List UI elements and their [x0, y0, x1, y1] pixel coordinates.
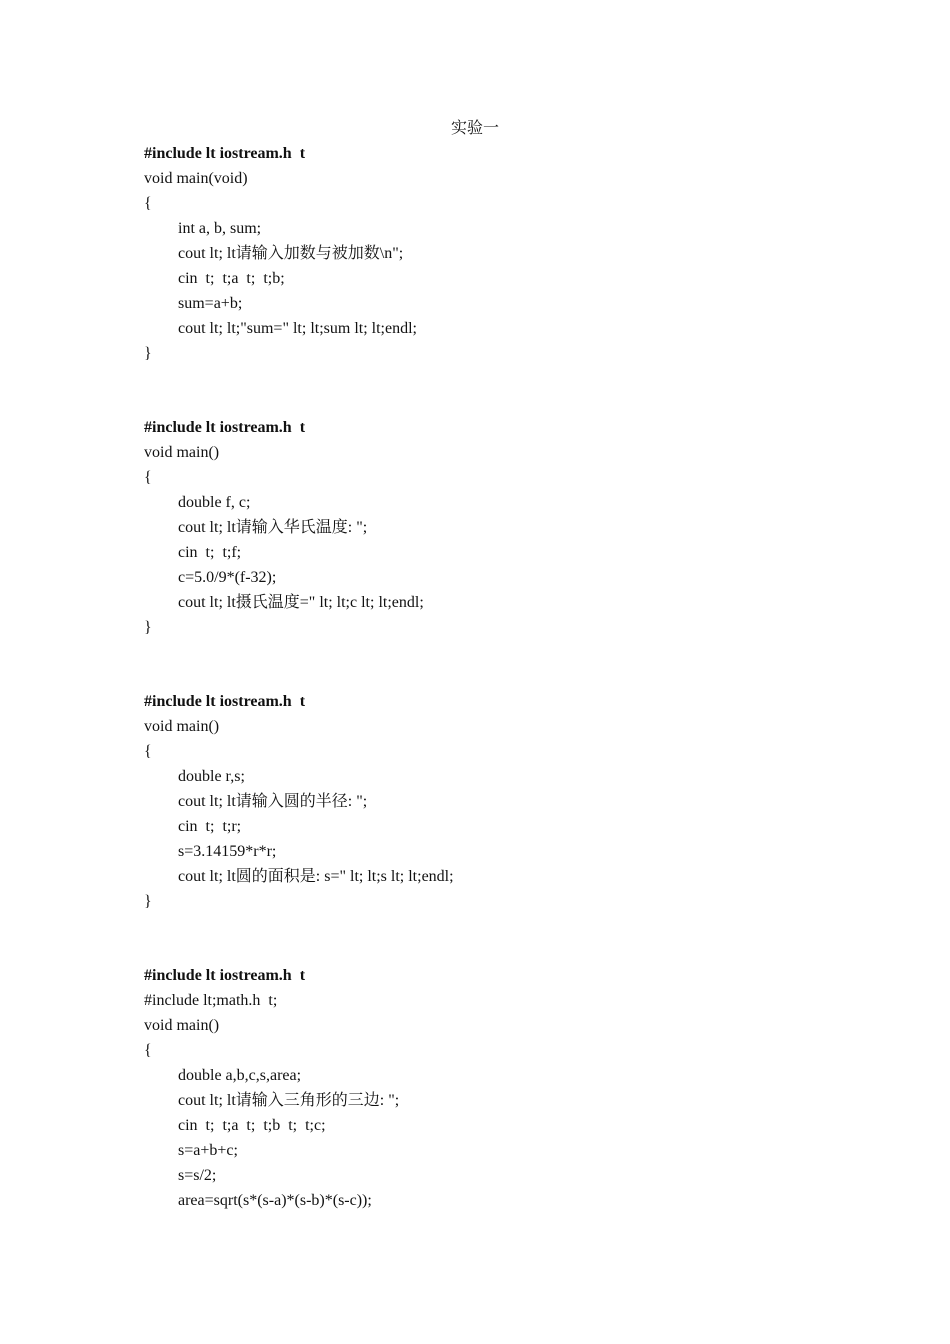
- code-line: void main(): [144, 444, 220, 461]
- program-block: [144, 689, 904, 914]
- code-line: double r,s;: [178, 768, 245, 785]
- document-title: 实验一: [450, 120, 499, 137]
- code-line: }: [144, 345, 152, 362]
- code-line: #include lt iostream.h t: [144, 419, 306, 436]
- code-line: {: [144, 1042, 152, 1059]
- code-line: cout lt; lt请输入圆的半径: ";: [178, 793, 368, 810]
- code-line: cin t; t;r;: [178, 818, 242, 835]
- code-line: s=3.14159*r*r;: [178, 843, 277, 860]
- code-line: cout lt; lt摄氏温度=" lt; lt;c lt; lt;endl;: [178, 594, 424, 611]
- code-line: int a, b, sum;: [178, 220, 262, 237]
- code-line: area=sqrt(s*(s-a)*(s-b)*(s-c));: [178, 1192, 372, 1209]
- code-line: #include lt iostream.h t: [144, 145, 306, 162]
- section-gap: [144, 366, 904, 415]
- code-line: s=a+b+c;: [178, 1142, 238, 1159]
- section-gap: [144, 914, 904, 963]
- code-line: {: [144, 469, 152, 486]
- code-line: s=s/2;: [178, 1167, 217, 1184]
- code-line: cin t; t;a t; t;b;: [178, 270, 285, 287]
- program-block: [144, 415, 904, 640]
- code-line: cout lt; lt请输入加数与被加数\n";: [178, 245, 404, 262]
- code-line: c=5.0/9*(f-32);: [178, 569, 277, 586]
- program-block: [144, 963, 904, 1213]
- code-listing: [144, 141, 904, 1213]
- code-line: {: [144, 195, 152, 212]
- code-line: void main(): [144, 1017, 220, 1034]
- code-line: {: [144, 743, 152, 760]
- code-line: double a,b,c,s,area;: [178, 1067, 302, 1084]
- code-line: #include lt;math.h t;: [144, 992, 278, 1009]
- code-line: cin t; t;f;: [178, 544, 242, 561]
- code-line: #include lt iostream.h t: [144, 967, 306, 984]
- code-line: cin t; t;a t; t;b t; t;c;: [178, 1117, 326, 1134]
- program-block: [144, 141, 904, 366]
- code-line: cout lt; lt请输入华氏温度: ";: [178, 519, 368, 536]
- section-gap: [144, 640, 904, 689]
- code-line: void main(void): [144, 170, 248, 187]
- code-line: cout lt; lt请输入三角形的三边: ";: [178, 1092, 400, 1109]
- code-line: }: [144, 619, 152, 636]
- code-line: double f, c;: [178, 494, 251, 511]
- code-line: cout lt; lt圆的面积是: s=" lt; lt;s lt; lt;endl;: [178, 868, 454, 885]
- code-line: cout lt; lt;"sum=" lt; lt;sum lt; lt;endl;: [178, 320, 417, 337]
- code-line: sum=a+b;: [178, 295, 243, 312]
- code-line: #include lt iostream.h t: [144, 693, 306, 710]
- code-line: }: [144, 893, 152, 910]
- code-line: void main(): [144, 718, 220, 735]
